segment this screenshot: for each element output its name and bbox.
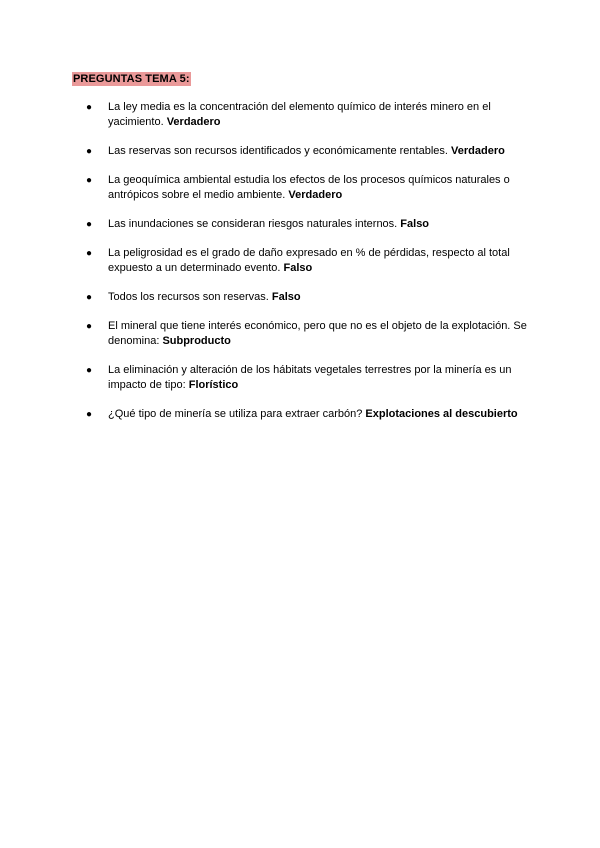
question-text: La eliminación y alteración de los hábitats vegetales terrestres por la minería es un impacto de tipo: [108,364,512,391]
bullet-icon: ● [86,146,93,157]
question-answer: Florístico [188,379,239,391]
bullet-icon: ● [86,175,93,186]
question-answer: Subproducto [162,335,231,347]
question-text: Las reservas son recursos identificados y económicamente rentables. [108,145,448,157]
question-item [86,363,536,393]
question-item [86,144,536,159]
bullet-icon: ● [86,248,93,259]
question-item [86,217,536,232]
bullet-icon: ● [86,321,93,332]
question-answer: Verdadero [288,189,343,201]
question-answer: Verdadero [451,145,505,157]
question-item [86,246,536,276]
question-item [86,319,536,349]
question-answer: Falso [271,291,301,303]
bullet-icon: ● [86,102,93,113]
question-item [86,100,536,130]
question-item [86,407,536,422]
question-text: La geoquímica ambiental estudia los efectos de los procesos químicos naturales o antrópicos sobre el medio ambiente. [108,174,510,201]
question-text: El mineral que tiene interés económico, pero que no es el objeto de la explotación. Se denomina: [108,320,527,347]
question-item [86,173,536,203]
question-text: La peligrosidad es el grado de daño expresado en % de pérdidas, respecto al total expuesto a un determinado evento. [108,247,510,274]
question-list [86,100,536,436]
question-text: Las inundaciones se consideran riesgos naturales internos. [108,218,398,230]
section-title: PREGUNTAS TEMA 5: [73,73,190,85]
bullet-icon: ● [86,365,93,376]
question-text: ¿Qué tipo de minería se utiliza para extraer carbón? [108,408,363,420]
bullet-icon: ● [86,219,93,230]
bullet-icon: ● [86,409,93,420]
question-text: La ley media es la concentración del elemento químico de interés minero en el yacimiento. [108,101,491,128]
question-text: Todos los recursos son reservas. [108,291,269,303]
bullet-icon: ● [86,292,93,303]
question-answer: Explotaciones al descubierto [365,408,518,420]
question-item [86,290,536,305]
question-answer: Falso [400,218,430,230]
question-answer: Verdadero [166,116,221,128]
question-answer: Falso [283,262,313,274]
